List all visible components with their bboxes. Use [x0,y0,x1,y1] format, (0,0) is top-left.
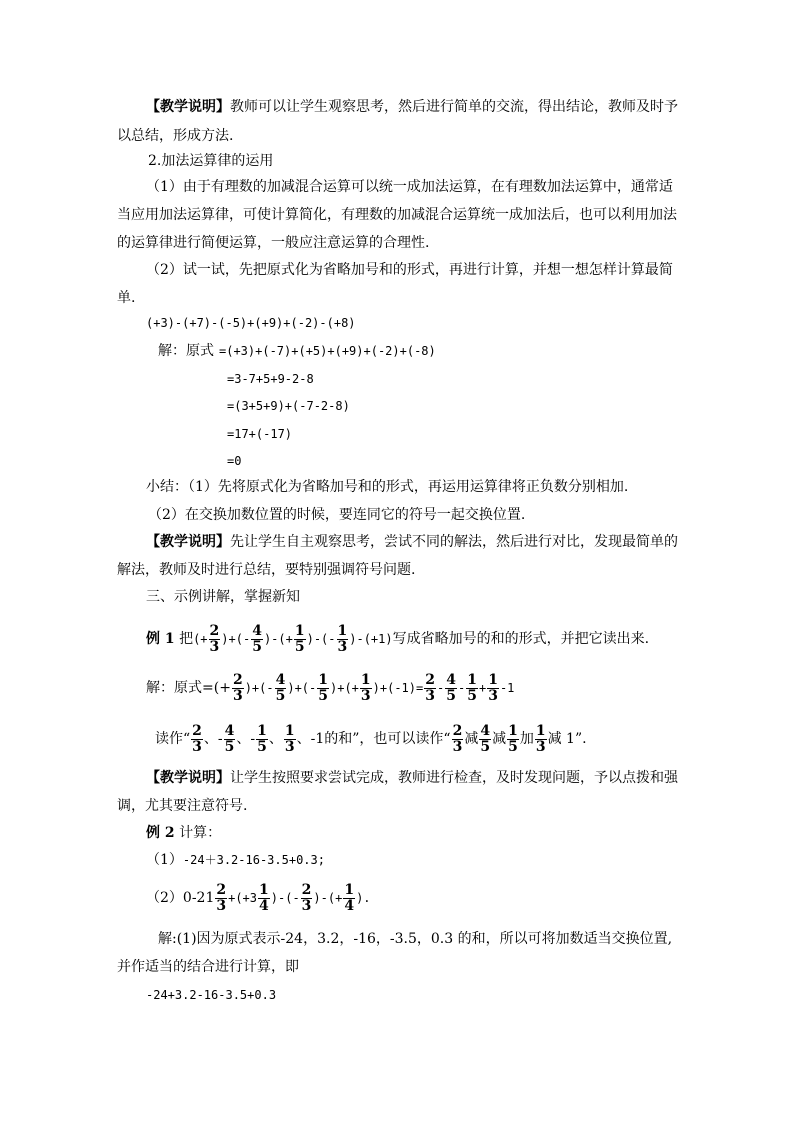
fraction: $\frac{2}{3}$ [209,622,220,655]
paragraph-3-line-2: 单. [117,290,136,306]
solution-step-4: =17+(-17) [227,427,293,441]
fraction: $\frac{1}{3}$ [337,622,348,655]
summary-line-1: 小结：（1）先将原式化为省略加号和的形式，再运用运算律将正负数分别相加. [146,479,629,495]
summary-line-2: （2）在交换加数位置的时候，要连同它的符号一起交换位置. [148,507,526,523]
expression: (+3)-(+7)-(-5)+(+9)+(-2)-(+8) [146,316,356,330]
example-1-solution: 解：原式=(+ $\frac{2}{3}$ )+(- $\frac{4}{5}$ )+(- $\frac{1}{5}$ )+(+ $\frac{1}{3}$ )+(-1)= $\frac{2}{3}$ - $\frac{4}{5}$ - $\frac{1}{5}$ + $\frac{1}{3}$ -1 [146,671,515,704]
fraction: $\frac{1}{4}$ [259,881,269,914]
reading-line: 读作“ $\frac{2}{3}$ 、- $\frac{4}{5}$ 、- $\frac{1}{5}$ 、 $\frac{1}{3}$ 、-1的和”，也可以读作“ $\frac{2}{3}$ 减 $\frac{4}{5}$ 减 $\frac{1}{5}$ 加 $\frac{1}{3}$ 减 1”. [155,722,587,755]
paragraph-2-line-3: 的运算律进行简便运算，一般应注意运算的合理性. [117,235,430,251]
paragraph-3-line-1: （2）试一试，先把原式化为省略加号和的形式，再进行计算，并想一想怎样计算最简 [146,262,673,278]
fraction: $\frac{2}{3}$ [452,722,463,755]
fraction: $\frac{1}{5}$ [294,622,305,655]
fraction: $\frac{1}{4}$ [344,881,355,914]
solution-step-1: =(+3)+(-7)+(+5)+(+9)+(-2)+(-8) [219,344,436,358]
teaching-note-3: 【教学说明】让学生按照要求尝试完成，教师进行检查，及时发现问题，予以点拨和强 [146,770,678,786]
teaching-note-2: 【教学说明】先让学生自主观察思考，尝试不同的解法，然后进行对比，发现最简单的 [146,534,678,550]
fraction: $\frac{4}{5}$ [224,722,235,755]
example-2-solution-line-1: 解:(1)因为原式表示-24，3.2，-16，-3.5，0.3 的和，所以可将加数适当交换位置, [158,931,673,947]
fraction: $\frac{4}{5}$ [275,671,286,704]
fraction: $\frac{2}{3}$ [216,881,227,914]
teaching-note-1: 【教学说明】教师可以让学生观察思考，然后进行简单的交流，得出结论，教师及时予 [146,99,678,115]
teaching-note-1-cont: 以总结，形成方法. [117,128,234,144]
fraction: $\frac{1}{3}$ [284,722,295,755]
paragraph-2-line-1: （1）由于有理数的加减混合运算可以统一成加法运算，在有理数加法运算中，通常适 [146,179,673,195]
example-2-solution-line-3: -24+3.2-16-3.5+0.3 [146,988,277,1002]
example-2-q2: （2）0-21 $\frac{2}{3}$ +(+3 $\frac{1}{4}$ )-(- $\frac{2}{3}$ )-(+ $\frac{1}{4}$ ). [146,881,371,914]
fraction: $\frac{1}{5}$ [508,722,518,755]
fraction: $\frac{2}{3}$ [425,671,435,704]
fraction: $\frac{1}{3}$ [488,671,498,704]
fraction: $\frac{1}{5}$ [257,722,267,755]
fraction: $\frac{1}{3}$ [360,671,371,704]
fraction: $\frac{2}{3}$ [192,722,202,755]
fraction: $\frac{1}{5}$ [318,671,328,704]
fraction: $\frac{2}{3}$ [232,671,243,704]
example-2-solution-line-2: 并作适当的结合进行计算，即 [117,959,299,975]
teaching-note-3-cont: 调，尤其要注意符号. [117,798,248,814]
section-heading-3: 三、示例讲解，掌握新知 [146,589,300,605]
example-2-title: 例 2 计算： [146,825,222,841]
solution-label: 解：原式 [158,343,214,359]
fraction: $\frac{4}{5}$ [446,671,456,704]
solution-step-2: =3-7+5+9-2-8 [227,372,314,386]
example-1: 例 1 把 (+ $\frac{2}{3}$ )+(- $\frac{4}{5}$ )-(+ $\frac{1}{5}$ )-(- $\frac{1}{3}$ )-(+1) 写成省略加号的和的形式，并把它读出来. [146,622,650,655]
fraction: $\frac{4}{5}$ [480,722,491,755]
section-heading-2: 2.加法运算律的运用 [148,153,274,169]
fraction: $\frac{4}{5}$ [252,622,262,655]
note-tag: 【教学说明】 [146,99,230,115]
paragraph-2-line-2: 当应用加法运算律，可使计算简化，有理数的加减混合运算统一成加法后，也可以利用加法 [117,207,677,223]
fraction: $\frac{1}{3}$ [535,722,546,755]
fraction: $\frac{2}{3}$ [301,881,312,914]
teaching-note-2-cont: 解法，教师及时进行总结，要特别强调符号问题. [117,562,416,578]
example-2-q1: （1）-24＋3.2-16-3.5+0.3; [146,852,325,868]
fraction: $\frac{1}{5}$ [467,671,477,704]
solution-step-5: =0 [227,454,242,468]
solution-step-3: =(3+5+9)+(-7-2-8) [227,399,350,413]
